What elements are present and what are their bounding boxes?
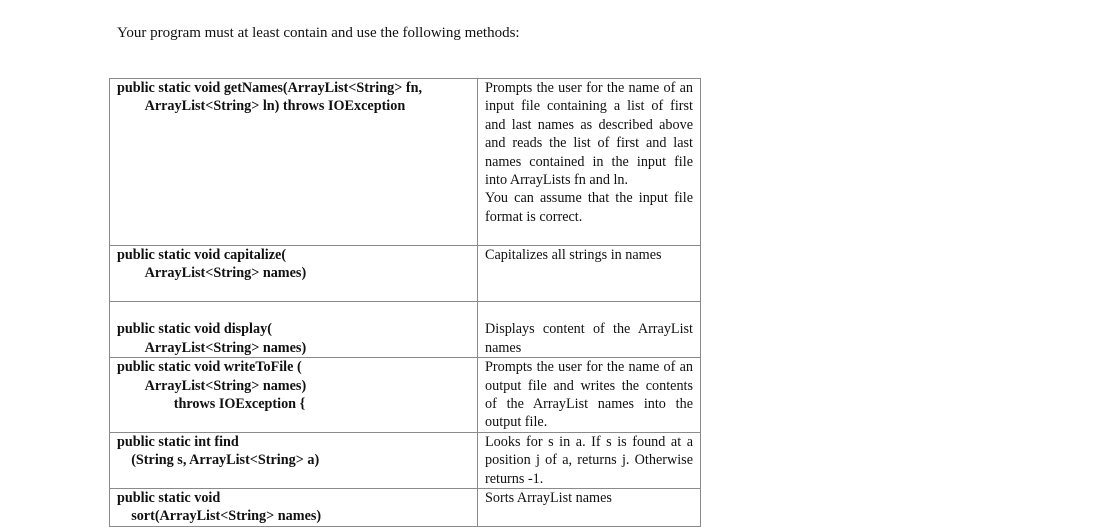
methods-table <box>109 78 701 527</box>
method-signature: public static void getNames(ArrayList<String> fn, ArrayList<String> ln) throws IOException <box>110 79 478 246</box>
table-row-display <box>110 302 701 358</box>
method-description: Looks for s in a. If s is found at a position j of a, returns j. Otherwise returns -1. <box>478 432 701 488</box>
intro-text: Your program must at least contain and use the following methods: <box>117 25 520 41</box>
method-signature: public static int find (String s, ArrayList<String> a) <box>110 432 478 488</box>
table-row-writetofile <box>110 358 701 433</box>
method-description: Sorts ArrayList names <box>478 489 701 527</box>
table-row-find <box>110 432 701 488</box>
method-description: Prompts the user for the name of an output file and writes the contents of the ArrayList names into the output file. <box>478 358 701 433</box>
table-row-sort <box>110 489 701 527</box>
table-row-capitalize <box>110 246 701 302</box>
table-row-getnames <box>110 79 701 246</box>
method-signature: public static void sort(ArrayList<String> names) <box>110 489 478 527</box>
method-signature: public static void capitalize( ArrayList<String> names) <box>110 246 478 302</box>
method-signature: public static void display( ArrayList<String> names) <box>110 302 478 358</box>
method-description: Displays content of the ArrayList names <box>478 302 701 358</box>
method-signature: public static void writeToFile ( ArrayList<String> names) throws IOException { <box>110 358 478 433</box>
method-description: Prompts the user for the name of an input file containing a list of first and last names as described above and reads the list of first and last names contained in the input file into ArrayLists fn and ln. You can assume that the input file format is correct. <box>478 79 701 246</box>
method-description: Capitalizes all strings in names <box>478 246 701 302</box>
